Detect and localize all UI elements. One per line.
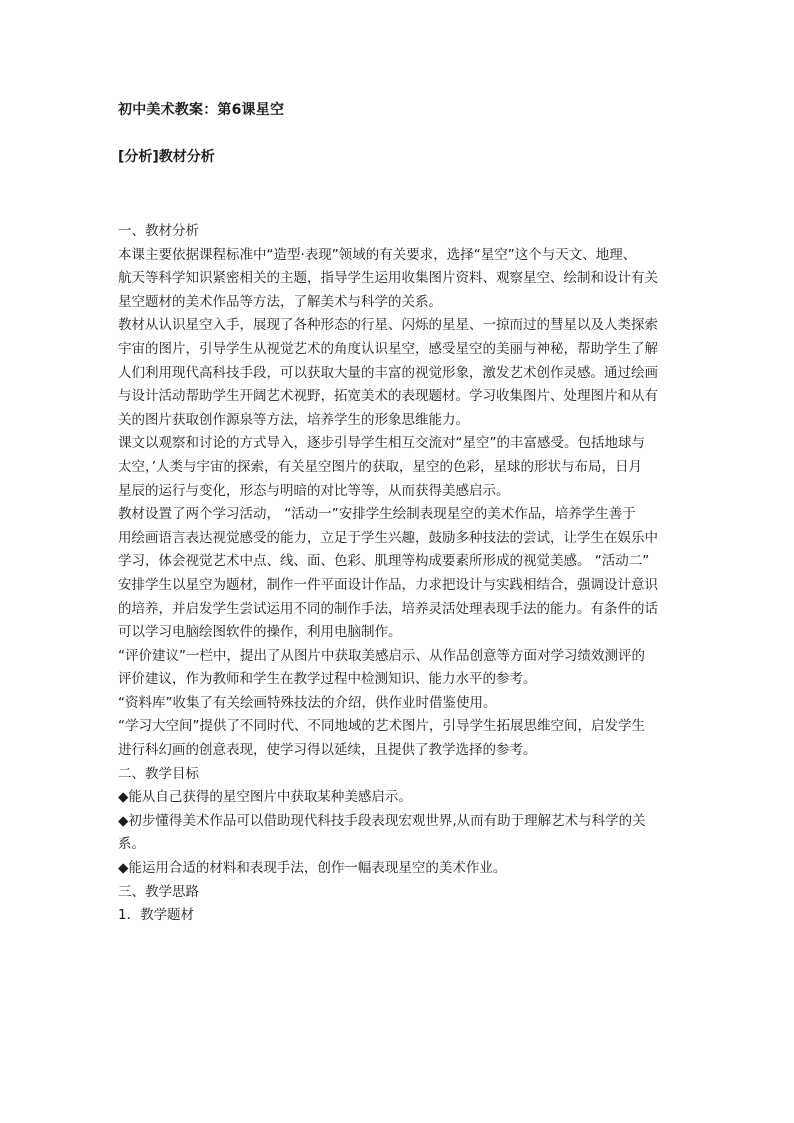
body-line: 与设计活动帮助学生开阔艺术视野，拓宽美术的表现题材。学习收集图片、处理图片和从有 xyxy=(118,388,658,405)
body-line: 宇宙的图片，引导学生从视觉艺术的角度认识星空，感受星空的美丽与神秘，帮助学生了解 xyxy=(118,340,658,357)
body-line: 星辰的运行与变化，形态与明暗的对比等等，从而获得美感启示。 xyxy=(118,482,510,499)
body-line: 一、教材分析 xyxy=(118,223,199,239)
body-line: 可以学习电脑绘图软件的操作，利用电脑制作。 xyxy=(118,624,402,641)
document-title: 初中美术教案：第6课星空 xyxy=(118,102,285,118)
body-line: “资料库”收集了有关绘画特殊技法的介绍，供作业时借鉴使用。 xyxy=(118,694,497,711)
body-line: 教材设置了两个学习活动， “活动一”安排学生绘制表现星空的美术作品，培养学生善于 xyxy=(118,506,636,523)
body-line: 关的图片获取创作源泉等方法，培养学生的形象思维能力。 xyxy=(118,411,469,428)
body-line: 教材从认识星空入手，展现了各种形态的行星、闪烁的星星、一掠而过的彗星以及人类探索 xyxy=(118,317,658,334)
body-line: 安排学生以星空为题材，制作一件平面设计作品，力求把设计与实践相结合，强调设计意识 xyxy=(118,576,658,593)
bullet-item: ◆初步懂得美术作品可以借助现代科技手段表现宏观世界,从而有助于理解艺术与科学的关 xyxy=(118,812,646,829)
body-line: 太空，’人类与宇宙的探索，有关星空图片的获取，星空的色彩，星球的形状与布局，日月 xyxy=(118,458,643,475)
document-body xyxy=(118,220,683,928)
body-line: 评价建议，作为教师和学生在教学过程中检测知识、能力水平的参考。 xyxy=(118,671,537,688)
body-line: 航天等科学知识紧密相关的主题，指导学生运用收集图片资料、观察星空、绘制和设计有关 xyxy=(118,270,658,287)
body-line: 本课主要依据课程标准中“造型·表现”领域的有关要求，选择“星空”这个与天文、地理、 xyxy=(118,246,637,263)
body-line: 学习，体会视觉艺术中点、线、面、色彩、肌理等构成要素所形成的视觉美感。 “活动二” xyxy=(118,553,650,570)
body-line: 人们利用现代高科技手段，可以获取大量的丰富的视觉形象，激发艺术创作灵感。通过绘画 xyxy=(118,364,658,381)
document-content xyxy=(118,100,683,928)
bullet-item: ◆能运用合适的材料和表现手法，创作一幅表现星空的美术作业。 xyxy=(118,860,507,877)
body-line: “评价建议”一栏中，提出了从图片中获取美感启示、从作品创意等方面对学习绩效测评的 xyxy=(118,647,645,664)
subsection-heading: 1．教学题材 xyxy=(118,907,195,924)
body-line: 用绘画语言表达视觉感受的能力，立足于学生兴趣，鼓励多种技法的尝试，让学生在娱乐中 xyxy=(118,529,658,546)
section-heading: 三、教学思路 xyxy=(118,883,199,900)
body-line: 星空题材的美术作品等方法，了解美术与科学的关系。 xyxy=(118,293,442,310)
section-heading: 二、教学目标 xyxy=(118,765,199,782)
section-subtitle: [分析]教材分析 xyxy=(118,149,215,165)
body-line: 课文以观察和讨论的方式导入，逐步引导学生相互交流对“星空”的丰富感受。包括地球与 xyxy=(118,435,645,452)
bullet-item: ◆能从自己获得的星空图片中获取某种美感启示。 xyxy=(118,789,412,806)
body-line: 的培养，并启发学生尝试运用不同的制作手法，培养灵活处理表现手法的能力。有条件的话 xyxy=(118,600,658,617)
bullet-item-continuation: 系。 xyxy=(118,836,145,853)
body-line: “学习大空间”提供了不同时代、不同地域的艺术图片，引导学生拓展思维空间，启发学生 xyxy=(118,718,645,735)
body-line: 进行科幻画的创意表现，使学习得以延续，且提供了教学选择的参考。 xyxy=(118,742,537,759)
